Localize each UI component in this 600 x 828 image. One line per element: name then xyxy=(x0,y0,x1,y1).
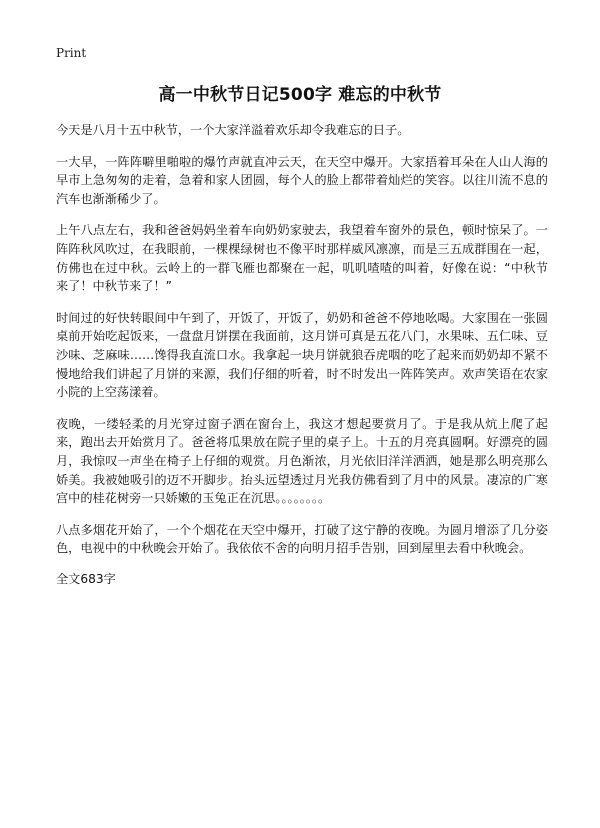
paragraph-trip: 上午八点左右，我和爸爸妈妈坐着车向奶奶家驶去，我望着车窗外的景色，顿时惊呆了。一阵阵秋风吹过，在我眼前，一棵棵绿树也不像平时那样威风凛凛，而是三五成群围在一起，仿佛也在过中秋。云岭上的一群飞雁也都聚在一起，叽叽喳喳的叫着，好像在说：“中秋节来了！中秋节来了！” xyxy=(56,223,548,294)
print-link[interactable]: Print xyxy=(56,46,87,60)
word-count: 全文683字 xyxy=(56,571,116,586)
paragraph-intro: 今天是八月十五中秋节，一个大家洋溢着欢乐却令我难忘的日子。 xyxy=(56,123,410,137)
paragraph-night: 夜晚，一缕轻柔的月光穿过窗子洒在窗台上，我这才想起要赏月了。于是我从炕上爬了起来，跑出去开始赏月了。爸爸将瓜果放在院子里的桌子上。十五的月亮真圆啊。好漂亮的圆月，我惊叹一声坐在椅子上仔细的观赏。月色渐浓，月光依旧洋洋洒洒，她是那么明亮那么娇美。我被她吸引的迈不开脚步。抬头远望透过月光我仿佛看到了月中的风景。凄凉的广寒宫中的桂花树旁一只娇嫩的玉兔正在沉思。。。。。。。。 xyxy=(56,416,548,506)
article-title: 高一中秋节日记500字 难忘的中秋节 xyxy=(158,85,442,105)
paragraph-fireworks: 八点多烟花开始了，一个个烟花在天空中爆开，打破了这宁静的夜晚。为圆月增添了几分姿色，电视中的中秋晚会开始了。我依依不舍的向明月招手告别，回到屋里去看中秋晚会。 xyxy=(56,522,548,556)
paragraph-lunch: 时间过的好快转眼间中午到了，开饭了，开饭了，奶奶和爸爸不停地吆喝。大家围在一张圆桌前开始吃起饭来，一盘盘月饼摆在我面前，这月饼可真是五花八门，水果味、五仁味、豆沙味、芝麻味……馋得我直流口水。我拿起一块月饼就狼吞虎咽的吃了起来而奶奶却不紧不慢地给我们讲起了月饼的来源，我们仔细的听着，时不时发出一阵阵笑声。欢声笑语在农家小院的上空荡漾着。 xyxy=(56,310,548,400)
paragraph-morning: 一大早，一阵阵噼里啪啦的爆竹声就直冲云天，在天空中爆开。大家捂着耳朵在人山人海的早市上急匆匆的走着，急着和家人团圆，每个人的脸上都带着灿烂的笑容。以往川流不息的汽车也渐渐稀少了。 xyxy=(56,154,548,206)
article-body xyxy=(56,121,548,601)
